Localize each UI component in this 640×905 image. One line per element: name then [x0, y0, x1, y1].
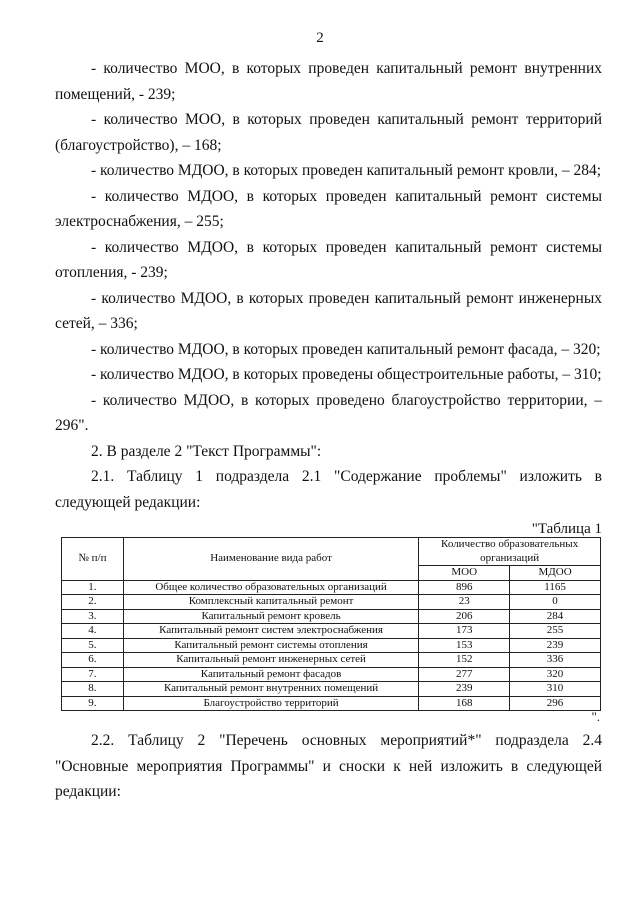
- list-item: - количество МДОО, в которых проведен капитальный ремонт системы электроснабжения, – 255;: [55, 187, 602, 230]
- cell-mdoo: 1165: [510, 580, 601, 595]
- table-row: [62, 653, 601, 668]
- cell-num: 8.: [62, 682, 124, 697]
- cell-name: Благоустройство территорий: [123, 696, 418, 711]
- cell-name: Комплексный капитальный ремонт: [123, 595, 418, 610]
- list-item: - количество МДОО, в которых проведен капитальный ремонт кровли, – 284;: [91, 162, 602, 179]
- table-row: [62, 595, 601, 610]
- list-item: - количество МДОО, в которых проведен капитальный ремонт системы отопления, - 239;: [55, 238, 602, 281]
- table-row: [62, 667, 601, 682]
- cell-num: 2.: [62, 595, 124, 610]
- cell-moo: 152: [419, 653, 510, 668]
- table-caption: "Таблица 1: [531, 521, 602, 537]
- list-item: - количество МОО, в которых проведен капитальный ремонт внутренних помещений, - 239;: [55, 60, 602, 103]
- table-row: [62, 696, 601, 711]
- cell-num: 6.: [62, 653, 124, 668]
- cell-num: 1.: [62, 580, 124, 595]
- document-body: [55, 56, 602, 805]
- subsection-2-1: 2.1. Таблицу 1 подраздела 2.1 "Содержание проблемы" изложить в следующей редакции:: [55, 468, 602, 511]
- cell-moo: 896: [419, 580, 510, 595]
- cell-name: Капитальный ремонт систем электроснабжения: [123, 624, 418, 639]
- list-item: - количество МДОО, в которых проведено благоустройство территории, – 296".: [55, 391, 602, 434]
- cell-name: Капитальный ремонт фасадов: [123, 667, 418, 682]
- table-row: [62, 609, 601, 624]
- cell-mdoo: 239: [510, 638, 601, 653]
- list-item: - количество МДОО, в которых проведен капитальный ремонт инженерных сетей, – 336;: [55, 289, 602, 332]
- cell-mdoo: 296: [510, 696, 601, 711]
- table-row: [62, 638, 601, 653]
- section-title: 2. В разделе 2 "Текст Программы":: [91, 442, 322, 460]
- header-name: Наименование вида работ: [123, 538, 418, 581]
- cell-mdoo: 336: [510, 653, 601, 668]
- table-row: [62, 624, 601, 639]
- header-mdoo: МДОО: [510, 566, 601, 581]
- cell-moo: 206: [419, 609, 510, 624]
- cell-num: 9.: [62, 696, 124, 711]
- cell-moo: 153: [419, 638, 510, 653]
- cell-moo: 239: [419, 682, 510, 697]
- cell-moo: 277: [419, 667, 510, 682]
- header-count: Количество образовательных организаций: [419, 538, 601, 566]
- cell-num: 7.: [62, 667, 124, 682]
- table-row: [62, 580, 601, 595]
- page-number: 2: [316, 30, 324, 46]
- cell-mdoo: 0: [510, 595, 601, 610]
- cell-moo: 23: [419, 595, 510, 610]
- cell-num: 5.: [62, 638, 124, 653]
- cell-name: Общее количество образовательных организаций: [123, 580, 418, 595]
- cell-name: Капитальный ремонт инженерных сетей: [123, 653, 418, 668]
- header-num: № п/п: [62, 538, 124, 581]
- cell-num: 3.: [62, 609, 124, 624]
- subsection-2-2: 2.2. Таблицу 2 "Перечень основных мероприятий*" подраздела 2.4 "Основные мероприятия Программы" и сноски к ней изложить в следующей редакции:: [55, 732, 602, 800]
- cell-moo: 168: [419, 696, 510, 711]
- list-item: - количество МОО, в которых проведен капитальный ремонт территорий (благоустройство), – 168;: [55, 111, 602, 154]
- cell-name: Капитальный ремонт внутренних помещений: [123, 682, 418, 697]
- works-table: [61, 537, 601, 711]
- cell-name: Капитальный ремонт кровель: [123, 609, 418, 624]
- header-moo: МОО: [419, 566, 510, 581]
- cell-mdoo: 284: [510, 609, 601, 624]
- table-row: [62, 682, 601, 697]
- list-item: - количество МДОО, в которых проведен капитальный ремонт фасада, – 320;: [91, 340, 601, 358]
- cell-name: Капитальный ремонт системы отопления: [123, 638, 418, 653]
- cell-mdoo: 255: [510, 624, 601, 639]
- cell-num: 4.: [62, 624, 124, 639]
- table-closing-quote: ".: [591, 709, 600, 724]
- cell-mdoo: 320: [510, 667, 601, 682]
- cell-moo: 173: [419, 624, 510, 639]
- list-item: - количество МДОО, в которых проведены общестроительные работы, – 310;: [91, 366, 602, 383]
- cell-mdoo: 310: [510, 682, 601, 697]
